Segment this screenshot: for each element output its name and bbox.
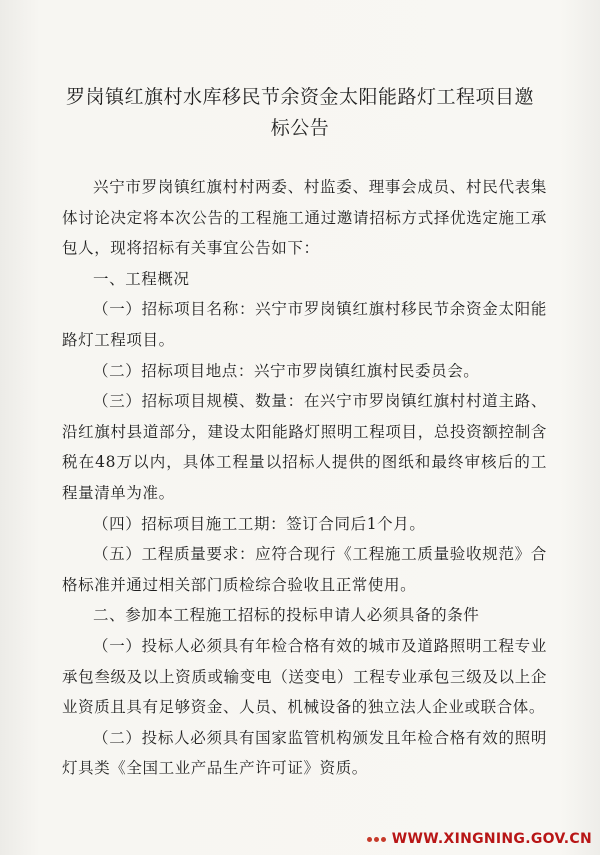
document-title: 罗岗镇红旗村水库移民节余资金太阳能路灯工程项目邀标公告 bbox=[65, 86, 534, 139]
item-project-name: （一）招标项目名称：兴宁市罗岗镇红旗村移民节余资金太阳能路灯工程项目。 bbox=[62, 300, 547, 349]
document-body bbox=[62, 172, 547, 784]
item-construction-period: （四）招标项目施工工期：签订合同后1个月。 bbox=[93, 514, 426, 533]
item-project-location: （二）招标项目地点：兴宁市罗岗镇红旗村民委员会。 bbox=[93, 361, 480, 380]
site-watermark bbox=[392, 829, 592, 849]
item-bidder-qualification: （一）投标人必须具有年检合格有效的城市及道路照明工程专业承包叁级及以上资质或输变电（送变电）工程专业承包三级及以上企业资质且具有足够资金、人员、机械设备的独立法人企业或联合体。 bbox=[62, 636, 547, 717]
watermark-logo-icon bbox=[367, 837, 386, 842]
item-production-license: （二）投标人必须具有国家监管机构颁发且年检合格有效的照明灯具类《全国工业产品生产许可证》资质。 bbox=[62, 728, 547, 778]
item-project-scale: （三）招标项目规模、数量：在兴宁市罗岗镇红旗村村道主路、沿红旗村县道部分，建设太阳能路灯照明工程项目，总投资额控制含税在48万以内，具体工程量以招标人提供的图纸和最终审核后的工程量清单为准。 bbox=[62, 392, 547, 502]
intro-paragraph: 兴宁市罗岗镇红旗村村两委、村监委、理事会成员、村民代表集体讨论决定将本次公告的工程施工通过邀请招标方式择优选定施工承包人，现将招标有关事宜公告如下： bbox=[62, 178, 547, 258]
item-quality-requirement: （五）工程质量要求：应符合现行《工程施工质量验收规范》合格标准并通过相关部门质检综合验收且正常使用。 bbox=[62, 545, 547, 594]
section-heading-project-overview: 一、工程概况 bbox=[93, 269, 190, 288]
section-heading-bidder-requirements: 二、参加本工程施工招标的投标申请人必须具备的条件 bbox=[93, 606, 480, 625]
watermark-text: WWW.XINGNING.GOV.CN bbox=[391, 831, 592, 847]
